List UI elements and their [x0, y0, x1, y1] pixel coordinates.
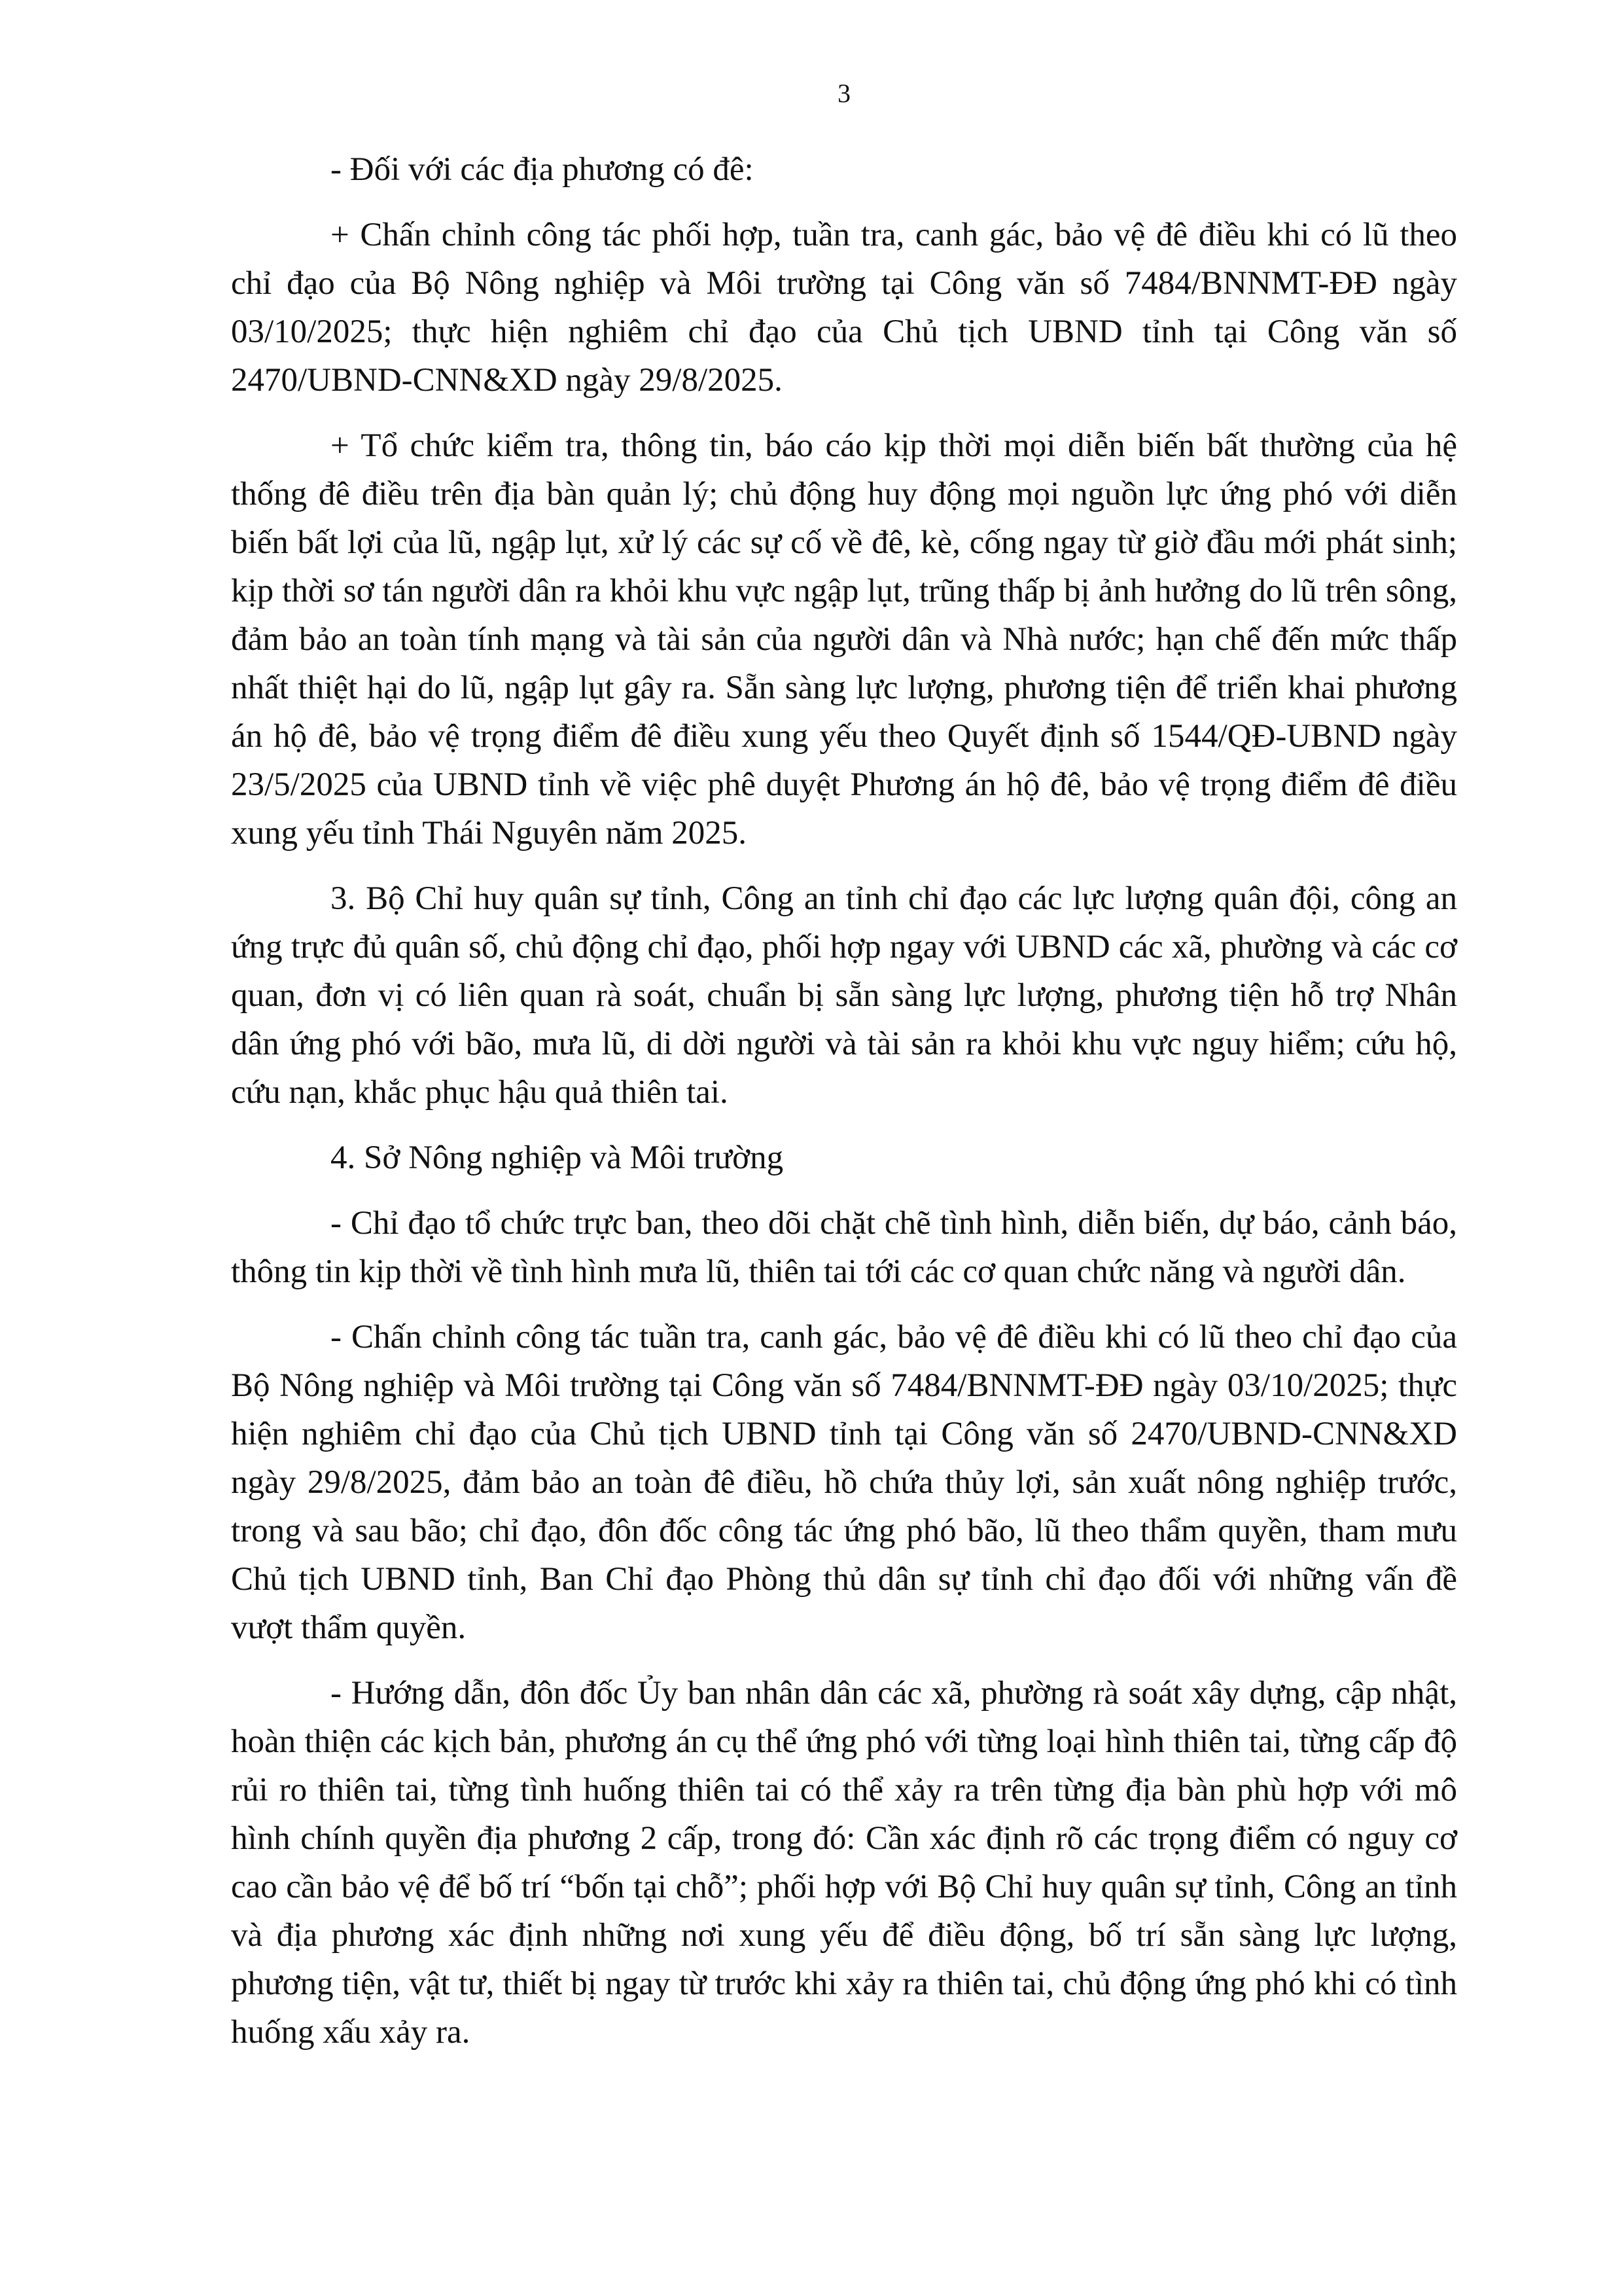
paragraph-dike-patrol-coordination: + Chấn chỉnh công tác phối hợp, tuần tra, canh gác, bảo vệ đê điều khi có lũ theo chỉ đạo của Bộ Nông nghiệp và Môi trường tại Công văn số 7484/BNNMT-ĐĐ ngày 03/10/2025; thực hiện nghiêm chỉ đạo của Chủ tịch UBND tỉnh tại Công văn số 2470/UBND-CNN&XD ngày 29/8/2025.: [231, 217, 1457, 399]
paragraph-military-police-command: 3. Bộ Chỉ huy quân sự tỉnh, Công an tỉnh chỉ đạo các lực lượng quân đội, công an ứng trực đủ quân số, chủ động chỉ đạo, phối hợp ngay với UBND các xã, phường và các cơ quan, đơn vị có liên quan rà soát, chuẩn bị sẵn sàng lực lượng, phương tiện hỗ trợ Nhân dân ứng phó với bão, mưa lũ, di dời người và tài sản ra khỏi khu vực nguy hiểm; cứu hộ, cứu nạn, khắc phục hậu quả thiên tai.: [231, 880, 1457, 1111]
paragraph-localities-with-dikes-heading: - Đối với các địa phương có đê:: [330, 151, 754, 188]
paragraph-dike-inspection-reporting: + Tổ chức kiểm tra, thông tin, báo cáo kịp thời mọi diễn biến bất thường của hệ thống đê điều trên địa bàn quản lý; chủ động huy động mọi nguồn lực ứng phó với diễn biến bất lợi của lũ, ngập lụt, xử lý các sự cố về đê, kè, cống ngay từ giờ đầu mới phát sinh; kịp thời sơ tán người dân ra khỏi khu vực ngập lụt, trũng thấp bị ảnh hưởng do lũ trên sông, đảm bảo an toàn tính mạng và tài sản của người dân và Nhà nước; hạn chế đến mức thấp nhất thiệt hại do lũ, ngập lụt gây ra. Sẵn sàng lực lượng, phương tiện để triển khai phương án hộ đê, bảo vệ trọng điểm đê điều xung yếu theo Quyết định số 1544/QĐ-UBND ngày 23/5/2025 của UBND tỉnh về việc phê duyệt Phương án hộ đê, bảo vệ trọng điểm đê điều xung yếu tỉnh Thái Nguyên năm 2025.: [231, 427, 1457, 852]
paragraph-agriculture-department-heading: 4. Sở Nông nghiệp và Môi trường: [330, 1139, 784, 1176]
paragraph-scenario-planning-guidance: - Hướng dẫn, đôn đốc Ủy ban nhân dân các xã, phường rà soát xây dựng, cập nhật, hoàn thiện các kịch bản, phương án cụ thể ứng phó với từng loại hình thiên tai, từng cấp độ rủi ro thiên tai, từng tình huống thiên tai có thể xảy ra trên từng địa bàn phù hợp với mô hình chính quyền địa phương 2 cấp, trong đó: Cần xác định rõ các trọng điểm có nguy cơ cao cần bảo vệ để bố trí “bốn tại chỗ”; phối hợp với Bộ Chỉ huy quân sự tỉnh, Công an tỉnh và địa phương xác định những nơi xung yếu để điều động, bố trí sẵn sàng lực lượng, phương tiện, vật tư, thiết bị ngay từ trước khi xảy ra thiên tai, chủ động ứng phó khi có tình huống xấu xảy ra.: [231, 1675, 1457, 2051]
paragraph-dike-protection-directive: - Chấn chỉnh công tác tuần tra, canh gác, bảo vệ đê điều khi có lũ theo chỉ đạo của Bộ Nông nghiệp và Môi trường tại Công văn số 7484/BNNMT-ĐĐ ngày 03/10/2025; thực hiện nghiêm chỉ đạo của Chủ tịch UBND tỉnh tại Công văn số 2470/UBND-CNN&XD ngày 29/8/2025, đảm bảo an toàn đê điều, hồ chứa thủy lợi, sản xuất nông nghiệp trước, trong và sau bão; chỉ đạo, đôn đốc công tác ứng phó bão, lũ theo thẩm quyền, tham mưu Chủ tịch UBND tỉnh, Ban Chỉ đạo Phòng thủ dân sự tỉnh chỉ đạo đối với những vấn đề vượt thẩm quyền.: [231, 1319, 1457, 1646]
document-page: [231, 0, 1457, 2296]
page-number: 3: [838, 79, 851, 108]
document-body: [231, 145, 1457, 2073]
paragraph-duty-monitoring: - Chỉ đạo tổ chức trực ban, theo dõi chặt chẽ tình hình, diễn biến, dự báo, cảnh báo, thông tin kịp thời về tình hình mưa lũ, thiên tai tới các cơ quan chức năng và người dân.: [231, 1205, 1457, 1290]
